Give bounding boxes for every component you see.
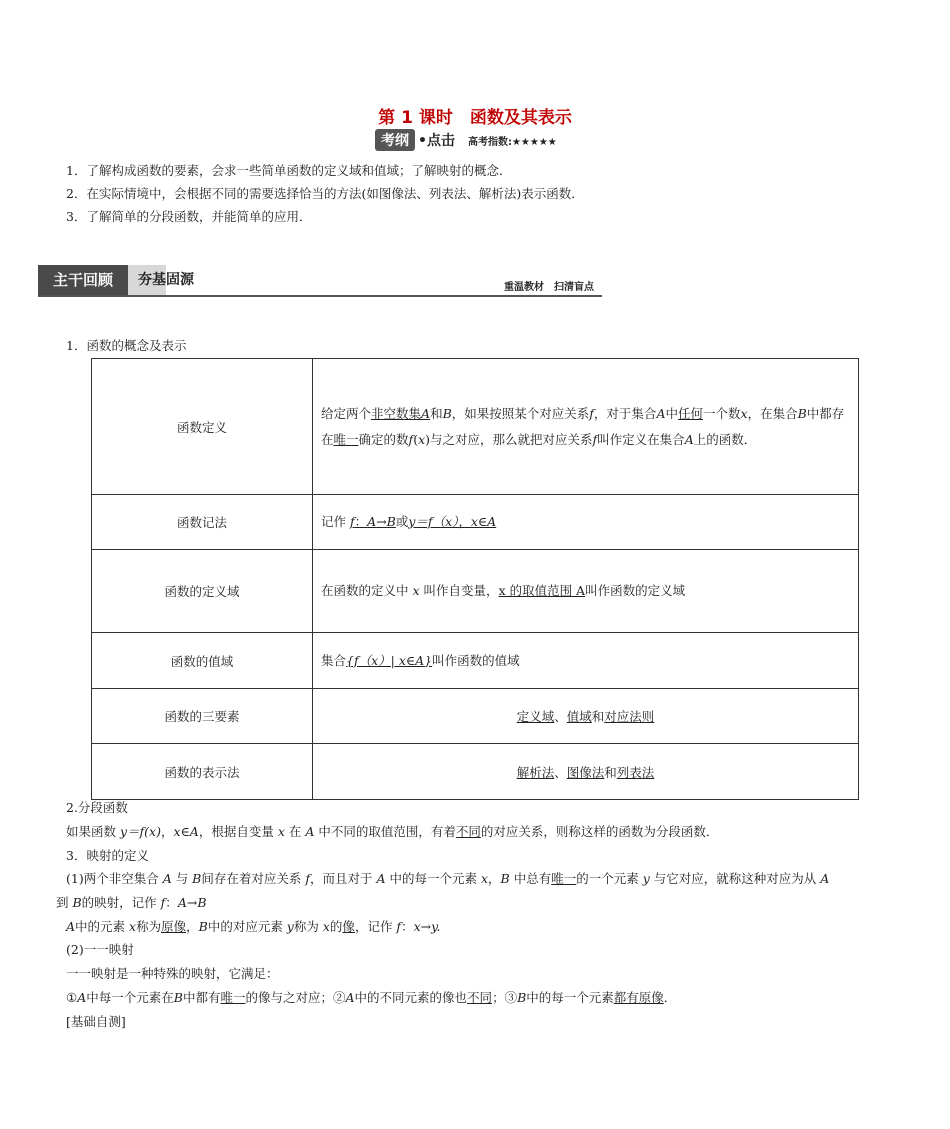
part3-line3: A中的元素 x称为原像，B中的对应元素 y称为 x的像，记作 f：x→y.: [66, 919, 441, 934]
page-title: 第 1 课时 函数及其表示: [378, 108, 572, 128]
objective-3: 3．了解简单的分段函数，并能简单的应用．: [66, 209, 312, 224]
row-label: 函数的定义域: [92, 550, 313, 633]
kaogang-header: [375, 130, 557, 150]
part3-line6: ①A中每一个元素在B中都有唯一的像与之对应；②A中的不同元素的像也不同；③B中的每一个元素都有原像．: [66, 990, 677, 1005]
table-row: [92, 689, 859, 744]
table-row: [92, 550, 859, 633]
row-label: 函数的表示法: [92, 744, 313, 800]
objective-2: 2．在实际情境中，会根据不同的需要选择恰当的方法(如图像法、列表法、解析法)表示函数．: [66, 186, 584, 201]
notation-cell: 记作 f：A→B或y＝f（x），x∈A: [313, 495, 859, 550]
exam-index: 高考指数:★★★★★: [467, 136, 557, 148]
part1-heading: 1．函数的概念及表示: [66, 338, 187, 353]
row-label: 函数的值域: [92, 633, 313, 689]
table-row: [92, 359, 859, 495]
range-cell: 集合{f（x）| x∈A}叫作函数的值域: [313, 633, 859, 689]
part3-heading: 3．映射的定义: [66, 848, 149, 863]
three-elements-cell: 定义域、值域和对应法则: [313, 689, 859, 744]
section-banner: [38, 265, 602, 297]
section-subtitle: 夯基固源: [138, 272, 194, 288]
definition-cell: 给定两个非空数集A和B，如果按照某个对应关系f，对于集合A中任何一个数x，在集合B中都存在唯一确定的数f(x)与之对应，那么就把对应关系f叫作定义在集合A上的函数．: [313, 359, 859, 495]
section-tagline: 重温教材 扫清盲点: [504, 282, 594, 293]
row-label: 函数的三要素: [92, 689, 313, 744]
row-label: 函数定义: [92, 359, 313, 495]
row-label: 函数记法: [92, 495, 313, 550]
representation-cell: 解析法、图像法和列表法: [313, 744, 859, 800]
table-row: [92, 633, 859, 689]
kaogang-label: 考纲: [375, 129, 415, 151]
section-rule: [38, 295, 602, 297]
part3-line5: 一一映射是一种特殊的映射，它满足：: [66, 966, 279, 981]
part2-heading: 2.分段函数: [66, 800, 128, 815]
objective-1: 1．了解构成函数的要素，会求一些简单函数的定义域和值域；了解映射的概念．: [66, 163, 512, 178]
self-test-heading: [基础自测]: [66, 1014, 126, 1029]
kaogang-dianji: •点击: [418, 133, 455, 149]
part3-line2: 到 B的映射，记作 f：A→B: [56, 895, 207, 910]
part3-line1: (1)两个非空集合 A 与 B间存在着对应关系 f，而且对于 A 中的每一个元素 x，B 中总有唯一的一个元素 y 与它对应，就称这种对应为从 A: [66, 871, 830, 886]
function-concept-table: [91, 358, 859, 800]
part2-text: 如果函数 y＝f(x)，x∈A，根据自变量 x 在 A 中不同的取值范围，有着不同的对应关系，则称这样的函数为分段函数．: [66, 824, 719, 839]
domain-cell: 在函数的定义中 x 叫作自变量，x 的取值范围 A叫作函数的定义域: [313, 550, 859, 633]
table-row: [92, 495, 859, 550]
part3-line4: (2)一一映射: [66, 942, 134, 957]
table-row: [92, 744, 859, 800]
section-title: 主干回顾: [38, 265, 128, 295]
